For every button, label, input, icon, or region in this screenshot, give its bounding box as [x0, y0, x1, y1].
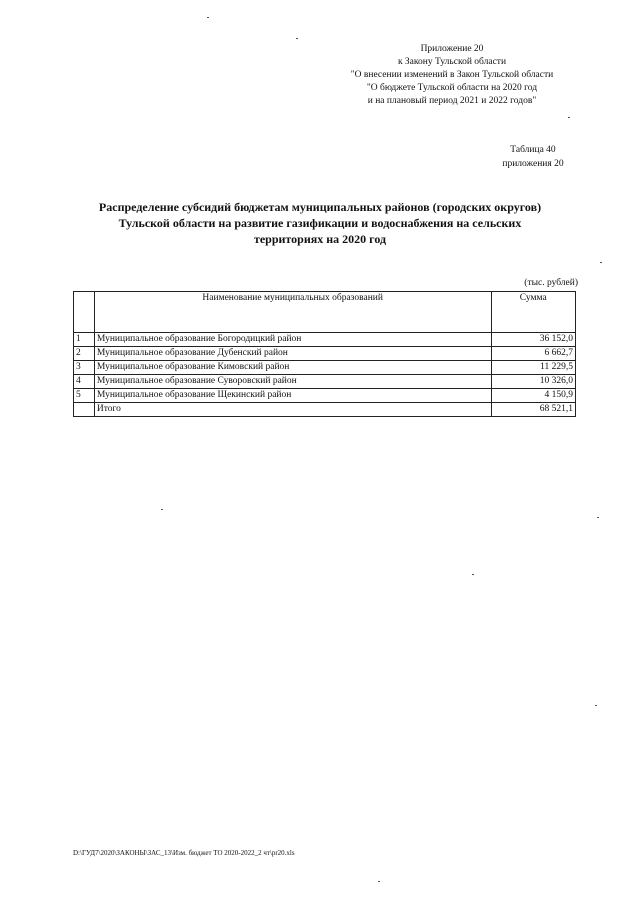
row-num: 2: [74, 347, 95, 361]
row-sum: 10 326,0: [491, 375, 575, 389]
total-label: Итого: [94, 403, 491, 417]
title-line: Распределение субсидий бюджетам муниципальных районов (городских округов): [98, 200, 542, 214]
scan-speck: [378, 881, 380, 882]
header-num: [74, 292, 95, 333]
row-num: 4: [74, 375, 95, 389]
row-num: 3: [74, 361, 95, 375]
header-name: Наименование муниципальных образований: [94, 292, 491, 333]
title-line: территориях на 2020 год: [253, 232, 387, 246]
row-sum: 11 229,5: [491, 361, 575, 375]
scan-speck: [597, 517, 599, 518]
subsidy-table: [73, 291, 576, 417]
header-sum: Сумма: [491, 292, 575, 333]
table-row: [74, 347, 576, 361]
row-name: Муниципальное образование Дубенский район: [94, 347, 491, 361]
appendix-header: [332, 43, 572, 108]
appendix-line: и на плановый период 2021 и 2022 годов": [367, 96, 537, 106]
scan-speck: [161, 509, 163, 510]
title-line: Тульской области на развитие газификации и водоснабжения на сельских: [118, 216, 522, 230]
row-name: Муниципальное образование Богородицкий район: [94, 333, 491, 347]
table-reference: [478, 143, 588, 171]
table-row: [74, 389, 576, 403]
units-label: (тыс. рублей): [524, 278, 578, 288]
table-row: [74, 375, 576, 389]
total-row: [74, 403, 576, 417]
scan-speck: [296, 38, 298, 39]
scan-speck: [472, 574, 474, 575]
total-sum: 68 521,1: [491, 403, 575, 417]
row-num: 1: [74, 333, 95, 347]
appendix-line: к Закону Тульской области: [397, 57, 507, 67]
row-sum: 6 662,7: [491, 347, 575, 361]
appendix-line: "О внесении изменений в Закон Тульской области: [350, 70, 554, 80]
table-header-row: [74, 292, 576, 333]
row-name: Муниципальное образование Суворовский район: [94, 375, 491, 389]
row-name: Муниципальное образование Щекинский район: [94, 389, 491, 403]
row-sum: 4 150,9: [491, 389, 575, 403]
table-row: [74, 333, 576, 347]
row-num: 5: [74, 389, 95, 403]
scan-speck: [600, 262, 602, 263]
total-num: [74, 403, 95, 417]
row-name: Муниципальное образование Кимовский район: [94, 361, 491, 375]
table-row: [74, 361, 576, 375]
scan-speck: [595, 705, 597, 706]
appendix-line: Приложение 20: [420, 44, 484, 54]
row-sum: 36 152,0: [491, 333, 575, 347]
appendix-line: "О бюджете Тульской области на 2020 год: [366, 83, 538, 93]
table-ref-line: приложения 20: [502, 159, 564, 169]
document-title: [60, 199, 580, 247]
file-path-footer: D:\ГУД7\2020\ЗАКОНЫ\ЗАС_13\Изм. бюджет ТО 2020-2022_2 чт\pr20.xls: [73, 849, 295, 857]
table-ref-line: Таблица 40: [510, 145, 556, 155]
scan-speck: [207, 17, 209, 18]
scan-speck: [568, 117, 570, 118]
